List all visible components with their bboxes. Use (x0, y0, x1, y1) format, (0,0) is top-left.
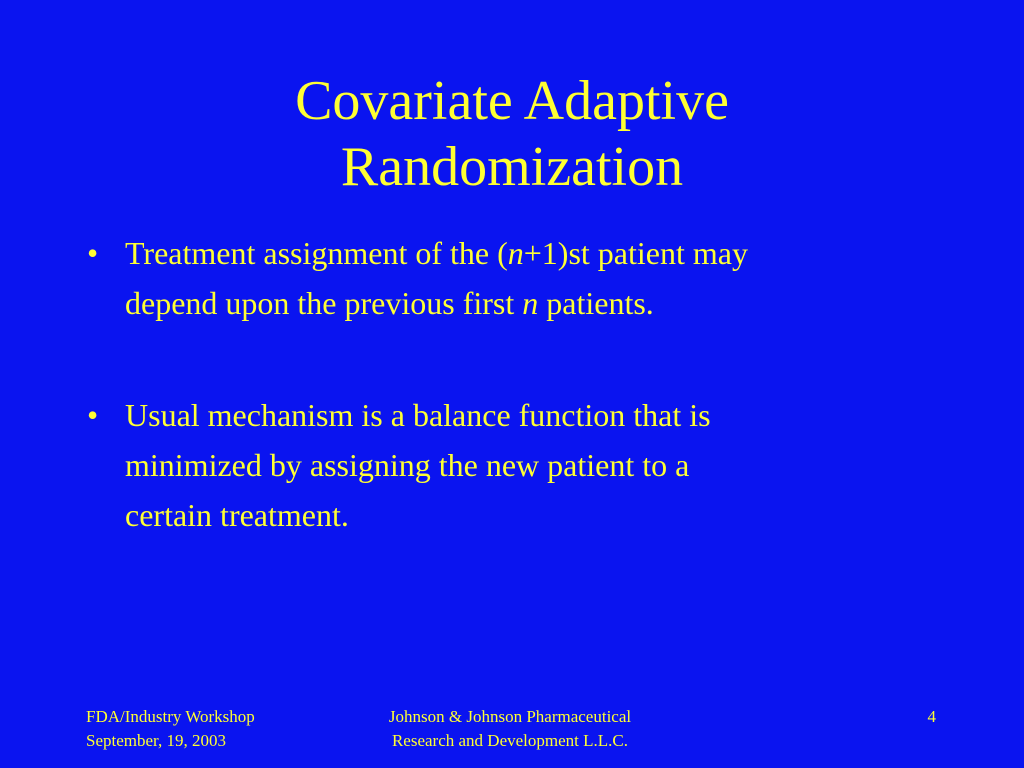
title-line-1: Covariate Adaptive (295, 70, 729, 132)
footer-company-line-2: Research and Development L.L.C. (391, 731, 629, 750)
page-number (880, 705, 936, 729)
bullet-1-text-c: depend upon the previous first (125, 285, 523, 321)
footer-date: September, 19, 2003 (86, 731, 227, 750)
bullet-1-variable-n-2: n (522, 285, 539, 321)
bullet-icon: • (87, 397, 99, 433)
page-number-value: 4 (927, 707, 936, 726)
bullet-item-1 (85, 228, 945, 328)
footer-left (86, 705, 326, 753)
bullet-1-text-a: Treatment assignment of the ( (125, 235, 508, 271)
footer-company-line-1: Johnson & Johnson Pharmaceutical (388, 707, 632, 726)
footer-center (340, 705, 680, 753)
bullet-icon: • (87, 235, 99, 271)
bullet-1-text-d: patients. (538, 285, 654, 321)
bullet-1-line-1 (125, 228, 945, 278)
bullet-list (85, 228, 945, 540)
slide-title (0, 68, 1024, 200)
title-line-2: Randomization (340, 136, 684, 198)
bullet-1-line-2 (125, 278, 945, 328)
bullet-1-variable-n: n (507, 235, 524, 271)
bullet-2-line-3: certain treatment. (125, 497, 349, 533)
bullet-1-text-b: +1)st patient may (523, 235, 748, 271)
bullet-2-line-2: minimized by assigning the new patient to a (125, 447, 690, 483)
footer-workshop: FDA/Industry Workshop (86, 707, 255, 726)
bullet-2-line-1: Usual mechanism is a balance function that is (125, 397, 711, 433)
bullet-item-2 (85, 390, 945, 540)
